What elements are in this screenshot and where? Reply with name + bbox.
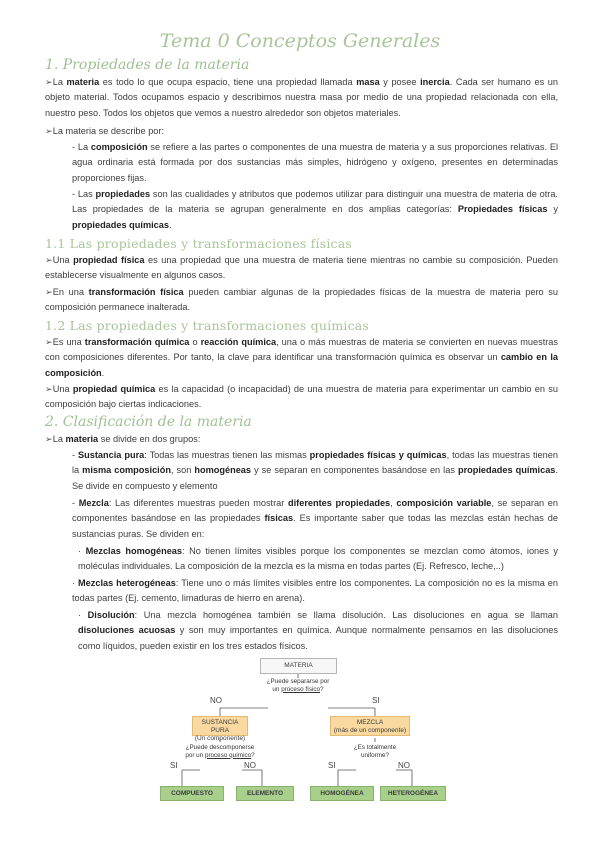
paragraph: · Mezclas homogéneas: No tienen límites visibles porque los componentes se mezclan como átomos, iones y moléculas individuales. La composición de la mezcla es la misma en todas partes (Ej. Refresco, leche,..) [78, 546, 558, 572]
mezcla-box: MEZCLA (más de un componente) [330, 716, 410, 736]
paragraph: · Mezclas heterogéneas: Tiene uno o más límites visibles entre los componentes. La composición no es la misma en todas partes (Ej. cemento, limaduras de hierro en arena). [72, 578, 558, 604]
no-label: NO [244, 761, 256, 770]
paragraph: ➢Una propiedad química es la capacidad (o incapacidad) de una muestra de materia para experimentar un cambio en su composición bajo ciertas indicaciones. [45, 384, 558, 410]
section-heading-1-1: 1.1 Las propiedades y transformaciones físicas [45, 236, 352, 251]
heterogenea-box: HETEROGÉNEA [380, 786, 446, 801]
page-title: Tema 0 Conceptos Generales [159, 30, 441, 52]
classification-diagram [160, 658, 450, 808]
section-heading-1-2: 1.2 Las propiedades y transformaciones químicas [45, 318, 370, 333]
si-label: SI [170, 761, 178, 770]
paragraph: ➢La materia se divide en dos grupos: [45, 434, 201, 444]
question-separar: ¿Puede separarse por un proceso físico? [266, 678, 330, 693]
question-uniforme: ¿Es totalmente uniforme? [353, 744, 397, 759]
section-heading-2: 2. Clasificación de la materia [45, 414, 252, 430]
si-label: SI [372, 696, 380, 705]
sustancia-pura-box: SUSTANCIA PURA (Un componente) [192, 716, 248, 736]
section-heading-1: 1. Propiedades de la materia [45, 57, 250, 73]
paragraph: ➢La materia es todo lo que ocupa espacio, tiene una propiedad llamada masa y posee inercia. Cada ser humano es un objeto material. Todos ocupamos espacio y describimos nuestra masa por medio de una propiedad relacionada con ella, nuestro peso. Todos los objetos que vemos a nuestro alrededor son objetos materiales. [45, 77, 558, 118]
compuesto-box: COMPUESTO [160, 786, 224, 801]
si-label: SI [328, 761, 336, 770]
no-label: NO [210, 696, 222, 705]
paragraph: ➢En una transformación física pueden cambiar algunas de la propiedades físicas de la muestra de materia pero su composición permanece inalterada. [45, 287, 558, 313]
paragraph: ➢La materia se describe por: [45, 126, 165, 136]
paragraph: - La composición se refiere a las partes o componentes de una muestra de materia y a sus proporciones relativas. El agua ordinaria está formada por dos sustancias más simples, hidrógeno y oxígeno, presentes en determinadas proporciones fijas. [72, 142, 558, 183]
paragraph: - Sustancia pura: Todas las muestras tienen las mismas propiedades físicas y químicas, todas las muestras tienen la misma composición, son homogéneas y se separan en componentes basándose en las propiedades químicas. Se divide en compuesto y elemento [72, 450, 558, 491]
paragraph: - Las propiedades son las cualidades y atributos que podemos utilizar para distinguir una muestra de materia de otra. Las propiedades de la materia se agrupan generalmente en dos amplias categorías: Propiedades físicas y propiedades químicas. [72, 189, 558, 230]
materia-box: MATERIA [260, 658, 337, 674]
paragraph: ➢Es una transformación química o reacción química, una o más muestras de materia se convierten en nuevas muestras con composiciones diferentes. Por tanto, la clave para identificar una transformación química es observar un cambio en la composición. [45, 337, 559, 378]
paragraph: ➢Una propiedad física es una propiedad que una muestra de materia tiene mientras no cambie su composición. Pueden establecerse visualmente en algunos casos. [45, 255, 558, 281]
question-descomponer: ¿Puede descomponerse por un proceso químico? [185, 744, 255, 759]
paragraph: - Mezcla: Las diferentes muestras pueden mostrar diferentes propiedades, composición variable, se separan en componentes basándose en las propiedades físicas. Es importante saber que todas las mezclas están hechas de sustancias puras. Se dividen en: [72, 498, 559, 539]
homogenea-box: HOMOGÉNEA [310, 786, 374, 801]
paragraph: · Disolución: Una mezcla homogénea también se llama disolución. Las disoluciones en agua se llaman disoluciones acuosas y son muy importantes en química. Aunque normalmente pensamos en las disoluciones como líquidos, pueden existir en los tres estados físicos. [78, 610, 559, 651]
elemento-box: ELEMENTO [236, 786, 294, 801]
no-label: NO [398, 761, 410, 770]
